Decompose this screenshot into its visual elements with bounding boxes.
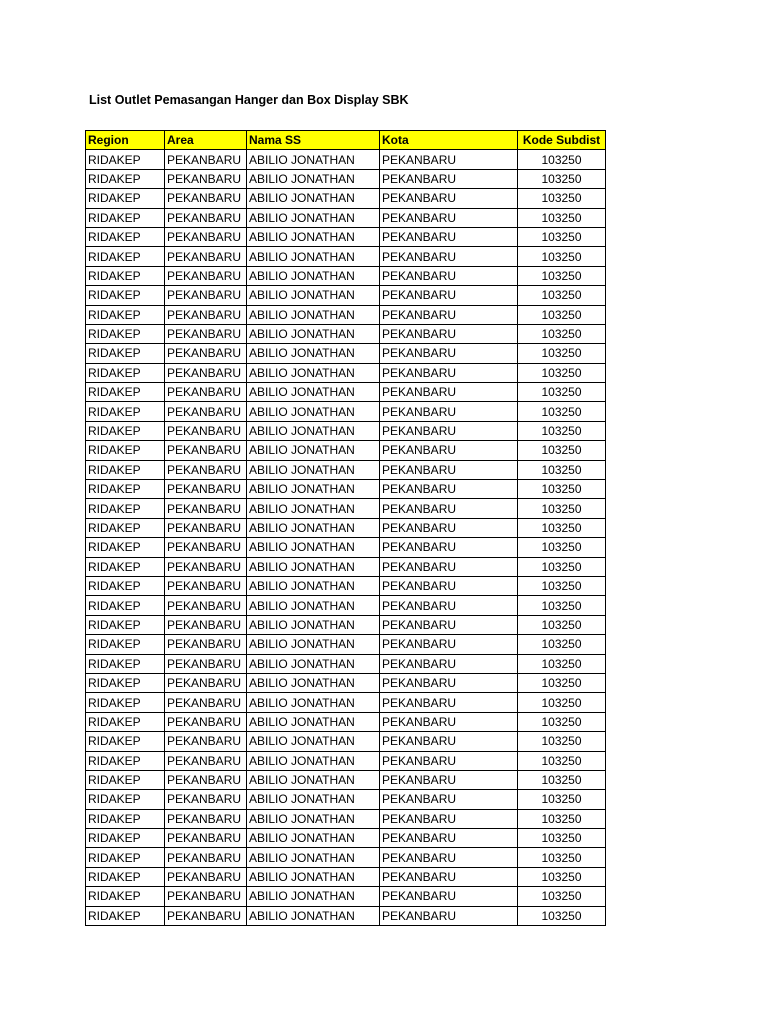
table-row xyxy=(86,363,606,382)
cell-area: PEKANBARU xyxy=(165,596,247,615)
cell-kota: PEKANBARU xyxy=(380,460,518,479)
cell-kode-subdist: 103250 xyxy=(518,227,606,246)
cell-area: PEKANBARU xyxy=(165,615,247,634)
cell-region: RIDAKEP xyxy=(86,208,165,227)
cell-area: PEKANBARU xyxy=(165,906,247,925)
table-row xyxy=(86,150,606,169)
cell-region: RIDAKEP xyxy=(86,266,165,285)
column-header-region: Region xyxy=(86,131,165,150)
table-row xyxy=(86,887,606,906)
cell-region: RIDAKEP xyxy=(86,596,165,615)
table-row xyxy=(86,305,606,324)
cell-nama-ss: ABILIO JONATHAN xyxy=(247,867,380,886)
cell-area: PEKANBARU xyxy=(165,227,247,246)
cell-region: RIDAKEP xyxy=(86,247,165,266)
cell-kode-subdist: 103250 xyxy=(518,363,606,382)
cell-nama-ss: ABILIO JONATHAN xyxy=(247,654,380,673)
cell-region: RIDAKEP xyxy=(86,770,165,789)
cell-nama-ss: ABILIO JONATHAN xyxy=(247,596,380,615)
cell-kode-subdist: 103250 xyxy=(518,169,606,188)
cell-kota: PEKANBARU xyxy=(380,693,518,712)
cell-region: RIDAKEP xyxy=(86,499,165,518)
cell-kota: PEKANBARU xyxy=(380,499,518,518)
table-row xyxy=(86,770,606,789)
table-row xyxy=(86,344,606,363)
cell-area: PEKANBARU xyxy=(165,383,247,402)
cell-kota: PEKANBARU xyxy=(380,421,518,440)
cell-nama-ss: ABILIO JONATHAN xyxy=(247,480,380,499)
column-header-nama-ss: Nama SS xyxy=(247,131,380,150)
cell-kode-subdist: 103250 xyxy=(518,286,606,305)
cell-kota: PEKANBARU xyxy=(380,576,518,595)
cell-area: PEKANBARU xyxy=(165,518,247,537)
cell-nama-ss: ABILIO JONATHAN xyxy=(247,363,380,382)
cell-region: RIDAKEP xyxy=(86,227,165,246)
cell-kode-subdist: 103250 xyxy=(518,654,606,673)
cell-nama-ss: ABILIO JONATHAN xyxy=(247,402,380,421)
cell-kode-subdist: 103250 xyxy=(518,615,606,634)
cell-kota: PEKANBARU xyxy=(380,809,518,828)
cell-nama-ss: ABILIO JONATHAN xyxy=(247,557,380,576)
cell-kota: PEKANBARU xyxy=(380,732,518,751)
cell-kode-subdist: 103250 xyxy=(518,790,606,809)
cell-region: RIDAKEP xyxy=(86,790,165,809)
cell-nama-ss: ABILIO JONATHAN xyxy=(247,790,380,809)
cell-nama-ss: ABILIO JONATHAN xyxy=(247,421,380,440)
table-row xyxy=(86,480,606,499)
cell-kota: PEKANBARU xyxy=(380,906,518,925)
cell-nama-ss: ABILIO JONATHAN xyxy=(247,635,380,654)
cell-nama-ss: ABILIO JONATHAN xyxy=(247,150,380,169)
table-row xyxy=(86,576,606,595)
cell-region: RIDAKEP xyxy=(86,344,165,363)
cell-region: RIDAKEP xyxy=(86,887,165,906)
table-row xyxy=(86,227,606,246)
table-row xyxy=(86,790,606,809)
cell-kota: PEKANBARU xyxy=(380,189,518,208)
cell-nama-ss: ABILIO JONATHAN xyxy=(247,615,380,634)
table-row xyxy=(86,383,606,402)
cell-area: PEKANBARU xyxy=(165,286,247,305)
cell-region: RIDAKEP xyxy=(86,829,165,848)
cell-kota: PEKANBARU xyxy=(380,324,518,343)
cell-area: PEKANBARU xyxy=(165,712,247,731)
column-header-area: Area xyxy=(165,131,247,150)
cell-area: PEKANBARU xyxy=(165,499,247,518)
cell-kode-subdist: 103250 xyxy=(518,441,606,460)
cell-kota: PEKANBARU xyxy=(380,363,518,382)
table-row xyxy=(86,247,606,266)
cell-nama-ss: ABILIO JONATHAN xyxy=(247,538,380,557)
cell-kota: PEKANBARU xyxy=(380,829,518,848)
table-row xyxy=(86,518,606,537)
cell-kode-subdist: 103250 xyxy=(518,596,606,615)
cell-kota: PEKANBARU xyxy=(380,344,518,363)
table-row xyxy=(86,615,606,634)
cell-kode-subdist: 103250 xyxy=(518,635,606,654)
cell-kode-subdist: 103250 xyxy=(518,829,606,848)
cell-nama-ss: ABILIO JONATHAN xyxy=(247,460,380,479)
cell-region: RIDAKEP xyxy=(86,402,165,421)
cell-area: PEKANBARU xyxy=(165,324,247,343)
cell-kode-subdist: 103250 xyxy=(518,460,606,479)
cell-nama-ss: ABILIO JONATHAN xyxy=(247,906,380,925)
cell-area: PEKANBARU xyxy=(165,538,247,557)
table-row xyxy=(86,189,606,208)
cell-kota: PEKANBARU xyxy=(380,887,518,906)
cell-region: RIDAKEP xyxy=(86,867,165,886)
cell-area: PEKANBARU xyxy=(165,247,247,266)
cell-nama-ss: ABILIO JONATHAN xyxy=(247,518,380,537)
cell-region: RIDAKEP xyxy=(86,732,165,751)
cell-nama-ss: ABILIO JONATHAN xyxy=(247,751,380,770)
cell-nama-ss: ABILIO JONATHAN xyxy=(247,829,380,848)
cell-nama-ss: ABILIO JONATHAN xyxy=(247,286,380,305)
cell-area: PEKANBARU xyxy=(165,751,247,770)
cell-kode-subdist: 103250 xyxy=(518,189,606,208)
cell-kode-subdist: 103250 xyxy=(518,247,606,266)
outlet-table xyxy=(85,130,606,926)
cell-kode-subdist: 103250 xyxy=(518,499,606,518)
table-row xyxy=(86,867,606,886)
cell-kode-subdist: 103250 xyxy=(518,712,606,731)
cell-area: PEKANBARU xyxy=(165,673,247,692)
cell-region: RIDAKEP xyxy=(86,480,165,499)
cell-nama-ss: ABILIO JONATHAN xyxy=(247,712,380,731)
table-row xyxy=(86,809,606,828)
cell-kode-subdist: 103250 xyxy=(518,344,606,363)
column-header-kode-subdist: Kode Subdist xyxy=(518,131,606,150)
cell-nama-ss: ABILIO JONATHAN xyxy=(247,266,380,285)
table-row xyxy=(86,557,606,576)
cell-nama-ss: ABILIO JONATHAN xyxy=(247,441,380,460)
cell-kota: PEKANBARU xyxy=(380,751,518,770)
cell-nama-ss: ABILIO JONATHAN xyxy=(247,576,380,595)
cell-nama-ss: ABILIO JONATHAN xyxy=(247,809,380,828)
cell-region: RIDAKEP xyxy=(86,557,165,576)
table-row xyxy=(86,402,606,421)
cell-kode-subdist: 103250 xyxy=(518,848,606,867)
cell-kota: PEKANBARU xyxy=(380,169,518,188)
cell-region: RIDAKEP xyxy=(86,576,165,595)
table-row xyxy=(86,460,606,479)
cell-kode-subdist: 103250 xyxy=(518,518,606,537)
cell-area: PEKANBARU xyxy=(165,344,247,363)
cell-area: PEKANBARU xyxy=(165,441,247,460)
table-row xyxy=(86,829,606,848)
cell-area: PEKANBARU xyxy=(165,887,247,906)
cell-kota: PEKANBARU xyxy=(380,480,518,499)
cell-kode-subdist: 103250 xyxy=(518,770,606,789)
cell-area: PEKANBARU xyxy=(165,208,247,227)
cell-kode-subdist: 103250 xyxy=(518,751,606,770)
cell-kode-subdist: 103250 xyxy=(518,538,606,557)
cell-nama-ss: ABILIO JONATHAN xyxy=(247,887,380,906)
cell-region: RIDAKEP xyxy=(86,441,165,460)
cell-region: RIDAKEP xyxy=(86,635,165,654)
cell-kode-subdist: 103250 xyxy=(518,402,606,421)
cell-kota: PEKANBARU xyxy=(380,518,518,537)
cell-kota: PEKANBARU xyxy=(380,790,518,809)
cell-kota: PEKANBARU xyxy=(380,266,518,285)
cell-region: RIDAKEP xyxy=(86,654,165,673)
cell-area: PEKANBARU xyxy=(165,402,247,421)
table-row xyxy=(86,673,606,692)
table-row xyxy=(86,324,606,343)
table-row xyxy=(86,538,606,557)
cell-area: PEKANBARU xyxy=(165,693,247,712)
cell-kode-subdist: 103250 xyxy=(518,266,606,285)
column-header-kota: Kota xyxy=(380,131,518,150)
cell-region: RIDAKEP xyxy=(86,809,165,828)
cell-kode-subdist: 103250 xyxy=(518,867,606,886)
cell-kode-subdist: 103250 xyxy=(518,576,606,595)
cell-area: PEKANBARU xyxy=(165,557,247,576)
table-row xyxy=(86,499,606,518)
cell-nama-ss: ABILIO JONATHAN xyxy=(247,189,380,208)
table-row xyxy=(86,635,606,654)
cell-kode-subdist: 103250 xyxy=(518,693,606,712)
cell-region: RIDAKEP xyxy=(86,518,165,537)
cell-kode-subdist: 103250 xyxy=(518,673,606,692)
table-row xyxy=(86,286,606,305)
cell-kode-subdist: 103250 xyxy=(518,906,606,925)
cell-kota: PEKANBARU xyxy=(380,150,518,169)
table-row xyxy=(86,693,606,712)
cell-kode-subdist: 103250 xyxy=(518,383,606,402)
cell-area: PEKANBARU xyxy=(165,305,247,324)
cell-area: PEKANBARU xyxy=(165,770,247,789)
cell-region: RIDAKEP xyxy=(86,615,165,634)
table-row xyxy=(86,421,606,440)
header-row xyxy=(86,131,606,150)
cell-area: PEKANBARU xyxy=(165,848,247,867)
cell-area: PEKANBARU xyxy=(165,867,247,886)
cell-kota: PEKANBARU xyxy=(380,557,518,576)
cell-area: PEKANBARU xyxy=(165,460,247,479)
cell-region: RIDAKEP xyxy=(86,673,165,692)
cell-area: PEKANBARU xyxy=(165,150,247,169)
table-row xyxy=(86,441,606,460)
cell-area: PEKANBARU xyxy=(165,790,247,809)
cell-kota: PEKANBARU xyxy=(380,402,518,421)
cell-region: RIDAKEP xyxy=(86,538,165,557)
cell-nama-ss: ABILIO JONATHAN xyxy=(247,305,380,324)
cell-area: PEKANBARU xyxy=(165,266,247,285)
table-row xyxy=(86,596,606,615)
cell-area: PEKANBARU xyxy=(165,421,247,440)
cell-area: PEKANBARU xyxy=(165,809,247,828)
table-row xyxy=(86,266,606,285)
cell-nama-ss: ABILIO JONATHAN xyxy=(247,848,380,867)
table-row xyxy=(86,654,606,673)
table-row xyxy=(86,906,606,925)
cell-kota: PEKANBARU xyxy=(380,286,518,305)
cell-nama-ss: ABILIO JONATHAN xyxy=(247,324,380,343)
cell-region: RIDAKEP xyxy=(86,189,165,208)
cell-region: RIDAKEP xyxy=(86,286,165,305)
cell-nama-ss: ABILIO JONATHAN xyxy=(247,499,380,518)
cell-kode-subdist: 103250 xyxy=(518,480,606,499)
cell-kota: PEKANBARU xyxy=(380,712,518,731)
cell-kode-subdist: 103250 xyxy=(518,557,606,576)
cell-kode-subdist: 103250 xyxy=(518,421,606,440)
cell-region: RIDAKEP xyxy=(86,305,165,324)
cell-kode-subdist: 103250 xyxy=(518,305,606,324)
cell-region: RIDAKEP xyxy=(86,169,165,188)
cell-region: RIDAKEP xyxy=(86,693,165,712)
cell-kode-subdist: 103250 xyxy=(518,887,606,906)
cell-nama-ss: ABILIO JONATHAN xyxy=(247,169,380,188)
cell-area: PEKANBARU xyxy=(165,480,247,499)
cell-area: PEKANBARU xyxy=(165,635,247,654)
cell-nama-ss: ABILIO JONATHAN xyxy=(247,732,380,751)
table-row xyxy=(86,848,606,867)
document-title: List Outlet Pemasangan Hanger dan Box Display SBK xyxy=(89,93,409,107)
cell-kota: PEKANBARU xyxy=(380,596,518,615)
table-row xyxy=(86,751,606,770)
cell-area: PEKANBARU xyxy=(165,576,247,595)
cell-nama-ss: ABILIO JONATHAN xyxy=(247,770,380,789)
cell-kode-subdist: 103250 xyxy=(518,809,606,828)
table-row xyxy=(86,208,606,227)
cell-kota: PEKANBARU xyxy=(380,247,518,266)
cell-area: PEKANBARU xyxy=(165,363,247,382)
cell-region: RIDAKEP xyxy=(86,906,165,925)
cell-kode-subdist: 103250 xyxy=(518,324,606,343)
cell-area: PEKANBARU xyxy=(165,829,247,848)
cell-kota: PEKANBARU xyxy=(380,383,518,402)
cell-kota: PEKANBARU xyxy=(380,441,518,460)
cell-region: RIDAKEP xyxy=(86,150,165,169)
table-row xyxy=(86,169,606,188)
cell-region: RIDAKEP xyxy=(86,383,165,402)
cell-area: PEKANBARU xyxy=(165,732,247,751)
cell-kota: PEKANBARU xyxy=(380,867,518,886)
cell-nama-ss: ABILIO JONATHAN xyxy=(247,344,380,363)
cell-area: PEKANBARU xyxy=(165,189,247,208)
cell-kota: PEKANBARU xyxy=(380,305,518,324)
cell-region: RIDAKEP xyxy=(86,363,165,382)
table-row xyxy=(86,712,606,731)
table-row xyxy=(86,732,606,751)
cell-nama-ss: ABILIO JONATHAN xyxy=(247,673,380,692)
cell-kota: PEKANBARU xyxy=(380,538,518,557)
cell-region: RIDAKEP xyxy=(86,712,165,731)
cell-region: RIDAKEP xyxy=(86,421,165,440)
table-body xyxy=(86,150,606,926)
cell-nama-ss: ABILIO JONATHAN xyxy=(247,383,380,402)
cell-kota: PEKANBARU xyxy=(380,208,518,227)
cell-nama-ss: ABILIO JONATHAN xyxy=(247,247,380,266)
cell-nama-ss: ABILIO JONATHAN xyxy=(247,693,380,712)
cell-kota: PEKANBARU xyxy=(380,635,518,654)
cell-area: PEKANBARU xyxy=(165,169,247,188)
cell-kota: PEKANBARU xyxy=(380,848,518,867)
cell-kota: PEKANBARU xyxy=(380,227,518,246)
cell-nama-ss: ABILIO JONATHAN xyxy=(247,208,380,227)
cell-kota: PEKANBARU xyxy=(380,673,518,692)
cell-kota: PEKANBARU xyxy=(380,770,518,789)
cell-kode-subdist: 103250 xyxy=(518,150,606,169)
cell-region: RIDAKEP xyxy=(86,460,165,479)
cell-kota: PEKANBARU xyxy=(380,615,518,634)
cell-region: RIDAKEP xyxy=(86,848,165,867)
cell-kode-subdist: 103250 xyxy=(518,732,606,751)
cell-region: RIDAKEP xyxy=(86,324,165,343)
cell-area: PEKANBARU xyxy=(165,654,247,673)
cell-kota: PEKANBARU xyxy=(380,654,518,673)
cell-nama-ss: ABILIO JONATHAN xyxy=(247,227,380,246)
cell-region: RIDAKEP xyxy=(86,751,165,770)
cell-kode-subdist: 103250 xyxy=(518,208,606,227)
